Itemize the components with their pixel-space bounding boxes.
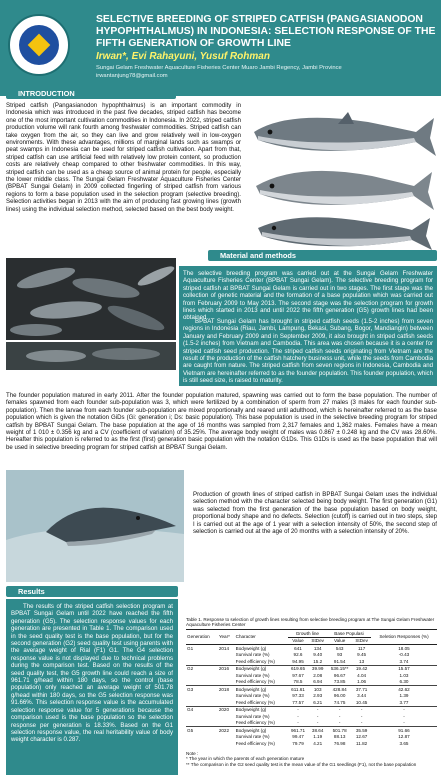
table-cell-char: Bodyweight (g): [235, 727, 288, 734]
table-cell-year: 2022: [218, 727, 235, 734]
table-cell-v1: 79.79: [292, 740, 304, 746]
col-value: Value: [327, 637, 352, 645]
table-cell-v2: 91.54: [333, 658, 346, 664]
table-row: [186, 699, 437, 706]
table-cell-s2: -: [352, 706, 371, 713]
table-cell-char: Bodyweight (g): [235, 665, 288, 672]
table-cell-r: 15.57: [371, 665, 437, 672]
table-caption: Table 1. Response to selection of growth lines resulting from selective breeding program at The Sungai Gelam Freshwater Aquaculture Fisheries Center: [186, 617, 435, 628]
table-cell-year: 2020: [218, 706, 235, 713]
table-cell-v1: 94.95: [292, 658, 304, 664]
col-character: Character: [235, 630, 288, 645]
table-cell-r: 42.62: [371, 686, 437, 693]
table-cell-v1: 99.47: [292, 734, 304, 739]
results-heading: Results: [6, 586, 178, 597]
table-cell-s2: 1.06: [357, 679, 367, 684]
results-box: [6, 599, 178, 775]
table-cell-v1: 619.65: [288, 665, 309, 672]
table-cell-v2: 76.98: [333, 740, 346, 746]
table-cell-v2: 501.78: [327, 727, 352, 734]
table-cell-s1: 9.40: [313, 652, 323, 657]
table-cell-v2: 543: [335, 645, 344, 651]
table-notes: [186, 751, 437, 767]
table-cell-v1: 611.61: [288, 686, 309, 693]
methods-box: [179, 266, 437, 386]
table-cell-v1: 78.5: [293, 679, 303, 684]
authors: Irwan*, Evi Rahayuni, Yusuf Rohman: [96, 51, 270, 62]
table-cell-s2: 10.45: [355, 699, 368, 705]
col-stdev: StDev: [308, 637, 327, 645]
table-cell-v2: 428.84: [327, 686, 352, 693]
table-row: [186, 720, 437, 727]
table-cell-r: -: [403, 713, 405, 719]
table-cell-s1: -: [316, 713, 319, 719]
table-cell-year: [218, 740, 235, 747]
table-cell-r: 1.03: [399, 672, 409, 678]
col-year: Year*: [218, 630, 235, 645]
table-cell-char: Feed efficiency (%): [235, 679, 275, 684]
table-cell-s1: 4.21: [313, 740, 323, 746]
table-cell-year: [218, 679, 235, 686]
methods-text-2: BPBAT Sungai Gelam has brought in striped catfish seeds (1.5-2 inches) from seven regions in Indonesia (Riau, Jambi, Lampung, Bekasi, Subang, Bogor, Mandiangin) between January and February 2009 and in September 2009, it also brought in striped catfish seeds (1.5-2 inches) from Vietnam and Cambodia. This area was chosen because it is a center for striped catfish seed production. The striped catfish seeds originating from Vietnam are the result of the production of the catfish hatchery business unit, while the seeds from Cambodia are caught from nature. The striped catfish from seven regions in Indonesia, Cambodia and Vietnam are hereinafter referred to as the founder population. This founder population, which is still seed size, is raised to maturity.: [183, 318, 433, 385]
table-cell-char: Bodyweight (g): [235, 645, 267, 651]
table-cell-v2: 88.13: [333, 734, 346, 739]
table-cell-year: [218, 699, 235, 706]
table-cell-r: 12.87: [398, 734, 410, 739]
table-cell-r: 91.66: [371, 727, 437, 734]
note-title: Note :: [186, 751, 199, 756]
table-cell-r: -: [403, 720, 405, 725]
table-cell-s2: 37.71: [352, 686, 371, 693]
table-cell-v2: -: [338, 713, 341, 719]
table-cell-s2: -: [360, 713, 363, 719]
table-cell-gen: G3: [186, 686, 218, 693]
affiliation: Sungai Gelam Freshwater Aquaculture Fisheries Center Muaro Jambi Regency, Jambi Province: [96, 65, 342, 71]
table-cell-year: 2014: [218, 645, 230, 651]
table-row: [186, 645, 437, 652]
table-cell-v1: 92.6: [293, 652, 303, 657]
table-cell-v1: -: [297, 720, 299, 725]
table-cell-char: Survival rate (%): [235, 713, 270, 719]
table-cell-s1: 6.94: [313, 679, 323, 684]
table-cell-v1: -: [297, 713, 299, 719]
note-2: ** The comparison in the G2 seed quality test is the mean value of the G1 seedlings (F1), not the base population: [186, 761, 417, 767]
selection-response-table: [186, 629, 437, 747]
table-cell-gen: [186, 740, 218, 747]
table-row: [186, 686, 437, 693]
table-cell-v1: 641: [294, 645, 302, 651]
methods-full-text: The founder population matured in early 2011. After the founder population matured, spawning was carried out to form the base population. The number of females spawned from each founder sub-population was 3, which were fertilized by a combination of sperm from 27 males (3 males for each founder sub-population). Then the larvae from each founder sub-population are mixed proportionally and reared until adulthood, which is hereinafter referred to as the base population which is given the notation GiDs (Gi: generation i; Ds: basic population). This base population is used in the selective breeding program for striped catfish by BPBAT Sungai Gelam. The base population at the age of 16 months was sampled from 2,317 females and 1,362 males. Females have a mean weight of 1 010 ± 0.356 kg and a CV (coefficient of variation) of 35.25%. The average body weight of males was 0.867 ± 0.248 kg and the CV was 28.60%. Hereafter this population is referred to as the first (first) generation basic population with the notation G1Ds. This G1Ds is used as the base population that will be used in selective breeding program for striped catfish at BPBAT Sungai Gelam.: [6, 392, 437, 451]
table-cell-s1: 134: [313, 645, 322, 651]
table-cell-char: Bodyweight (g): [235, 706, 288, 713]
table-cell-char: Feed efficiency (%): [235, 720, 275, 725]
table-cell-gen: [186, 699, 218, 706]
table-cell-char: Survival rate (%): [235, 734, 270, 739]
selection-method-text: Production of growth lines of striped catfish in BPBAT Sungai Gelam uses the individual selection method with the character selected being body weight. The first generation (G1) was selected from the first generation of the base population based on body weight, proportional body shape and no defects. Selection (cutoff) is carried out in two steps, step I is carried out at the age of 1 year with a selection intensity of 50%, the second step of selection is carried out at the age of 20 months with a selection intensity of 20%.: [193, 491, 437, 536]
table-cell-char: Survival rate (%): [235, 672, 270, 678]
results-text: The results of the striped catfish selection program at BPBAT Sungai Gelam until 2022 have reached the fifth generation (G5). The selection response values for each generation are presented in Table 1. The comparison used in the seed quality test is the base population, but for the second generation (G2) seed quality test using parents with the average weight of Rial (F1) G1. The G4 selection response value is not displayed due to technical problems during the comparison test. Based on the results of the seed quality test, the G5 growth line could reach a size of 961.71 g/head within 180 days, so the control (base population) only reached an average weight of 501.78 g/head within 180 days, so the G5 selection response was 91.66%. This selection response value is the accumulated selection response value for 5 generations because the comparison used is the base population so the selection response per generation is 18.33%. Based on the G1 selection response value, the real heritability value of body weight character is 0.287.: [11, 603, 173, 744]
table-cell-v2: 74.75: [333, 699, 346, 705]
col-stdev: StDev: [352, 637, 371, 645]
table-cell-v2: -: [327, 706, 352, 713]
table-row: [186, 706, 437, 713]
table-cell-v1: 97.33: [292, 693, 304, 698]
table-cell-s1: 15.2: [313, 658, 323, 664]
table-cell-gen: G5: [186, 727, 218, 734]
table-cell-gen: G4: [186, 706, 218, 713]
introduction-heading: INTRODUCTION: [6, 88, 176, 99]
table-cell-s1: 39.99: [308, 665, 327, 672]
methods-text-1: The selective breeding program was carried out at the Sungai Gelam Freshwater Aquaculture Fisheries Center (BPBAT Sungai Gelam). The selective breeding program for striped catfish at BPBAT Sungai Gelam is carried out in two stages. The first stage was the collection of genetic material and the formation of a base population which was carried out from February 2009 to May 2013. The second stage was the selection program for growth lines which started in 2013 and until 2022 the fifth generation (G5) growth lines had been obtained.: [183, 270, 433, 322]
table-cell-gen: [186, 658, 218, 665]
table-cell-s2: 35.59: [352, 727, 371, 734]
col-growth-line: Growth line: [288, 630, 327, 638]
table-cell-s1: -: [316, 720, 319, 725]
table-cell-s2: 3.44: [357, 693, 367, 698]
table-cell-gen: [186, 679, 218, 686]
email-link[interactable]: irwantanjung78@gmail.com: [96, 73, 168, 79]
table-cell-r: 3.77: [399, 699, 409, 705]
catfish-illustration: [248, 104, 438, 252]
table-cell-s2: 9.45: [357, 652, 367, 657]
table-cell-r: 18.05: [398, 645, 410, 651]
table-cell-r: 3.74: [399, 658, 409, 664]
table-cell-v2: 536.15**: [327, 665, 352, 672]
note-1: * The year in which the parents of each generation mature: [186, 756, 305, 762]
poster-header: [0, 0, 441, 96]
table-cell-s2: 12.67: [355, 734, 368, 739]
table-cell-gen: G2: [186, 665, 218, 672]
table-row: [186, 740, 437, 747]
table-cell-v1: 961.71: [288, 727, 309, 734]
table-cell-s2: 11.82: [356, 740, 368, 746]
table-cell-gen: [186, 720, 218, 727]
fish-pond-photo: [6, 342, 176, 370]
table-cell-v2: 93: [337, 652, 343, 657]
table-cell-char: Feed efficiency (%): [235, 740, 275, 746]
table-cell-gen: G1: [187, 645, 194, 651]
table-row: [186, 727, 437, 734]
col-response: Seletion Responses (%): [371, 630, 437, 645]
table-cell-r: 1.39: [399, 693, 409, 698]
table-cell-s2: -: [360, 720, 363, 725]
col-generation: Generation: [186, 630, 218, 645]
col-value: Value: [288, 637, 309, 645]
table-cell-s2: 13: [359, 658, 365, 664]
table-cell-r: 6.30: [399, 679, 409, 684]
poster-title: SELECTIVE BREEDING OF STRIPED CATFISH (PANGASIANODON HYPOPHTHALMUS) IN INDONESIA: SELECTION RESPONSE OF THE FIFTH GENERATION OF GROWTH LINE: [96, 14, 436, 50]
table-cell-char: Survival rate (%): [235, 693, 270, 698]
table-row: [186, 665, 437, 672]
table-cell-s1: 2.93: [313, 693, 323, 698]
col-base-population: Base Populasi: [327, 630, 371, 638]
introduction-text: Striped catfish (Pangasianodon hypophthalmus) is an important commodity in Indonesia which was introduced in the past five decades, striped catfish has become one of the most important cultivation commodities in Indonesia. In 2022, striped catfish production volume will rank fourth among freshwater commodities. Striped catfish can take oxygen from the air, so they can live and grow relatively well in low-oxygen environments. With these advantages, millions of marginal lands such as swamps or peat swamps in Indonesia can be used for striped catfish cultivation. Apart from that, striped catfish can use artificial feed with relatively low protein content, so production costs are relatively cheap compared to other freshwater commodities. In this way, striped catfish can be used as a cheap source of animal protein for people, especially the lower middle class. The Sungai Gelam Freshwater Aquaculture Fisheries Center (BPBAT Sungai Gelam) in 2009 collected fingerling of striped catfish from various regions to form a base population used in the selection program (selective breeding). Selection activities began in 2013 with the aim of producing fast growing lines (growth lines) using the individual selection method, selected based on the best body weight.: [6, 102, 241, 213]
table-cell-s2: 19.42: [352, 665, 371, 672]
table-cell-r: 3.65: [399, 740, 409, 746]
table-cell-s1: 1.19: [313, 734, 323, 739]
table-cell-char: Bodyweight (g): [235, 686, 288, 693]
table-cell-s1: 2.08: [313, 672, 323, 678]
table-cell-year: 2016: [218, 665, 235, 672]
table-cell-s1: 103: [308, 686, 327, 693]
table-cell-char: Survival rate (%): [235, 652, 270, 657]
ministry-logo: [8, 14, 70, 76]
table-cell-v1: -: [288, 706, 309, 713]
table-row: [186, 679, 437, 686]
table-cell-r: -: [371, 706, 437, 713]
table-cell-year: 2018: [218, 686, 235, 693]
table-cell-char: Feed efficiency (%): [235, 699, 275, 705]
table-cell-year: [218, 720, 235, 727]
table-cell-v2: 73.85: [333, 679, 346, 684]
catfish-in-water-photo: [6, 470, 184, 582]
table-cell-s2: 4.04: [357, 672, 367, 678]
table-cell-s1: 38.64: [308, 727, 327, 734]
table-cell-v1: 77.57: [292, 699, 304, 705]
table-cell-char: Feed efficiency (%): [235, 658, 275, 664]
table-cell-v2: -: [338, 720, 341, 725]
table-cell-year: [218, 658, 235, 665]
table-cell-s1: -: [308, 706, 327, 713]
table-cell-s1: 6.21: [313, 699, 323, 705]
methods-heading: Material and methods: [208, 250, 437, 261]
table-row: [186, 658, 437, 665]
logo-emblem-icon: [19, 25, 59, 65]
table-cell-v2: 96.67: [333, 672, 346, 678]
table-cell-v2: 96.00: [333, 693, 346, 698]
table-cell-v1: 97.67: [292, 672, 304, 678]
fish-harvest-photo: [6, 258, 176, 340]
table-cell-r: -0.43: [398, 652, 410, 657]
table-cell-s2: 117: [357, 645, 366, 651]
